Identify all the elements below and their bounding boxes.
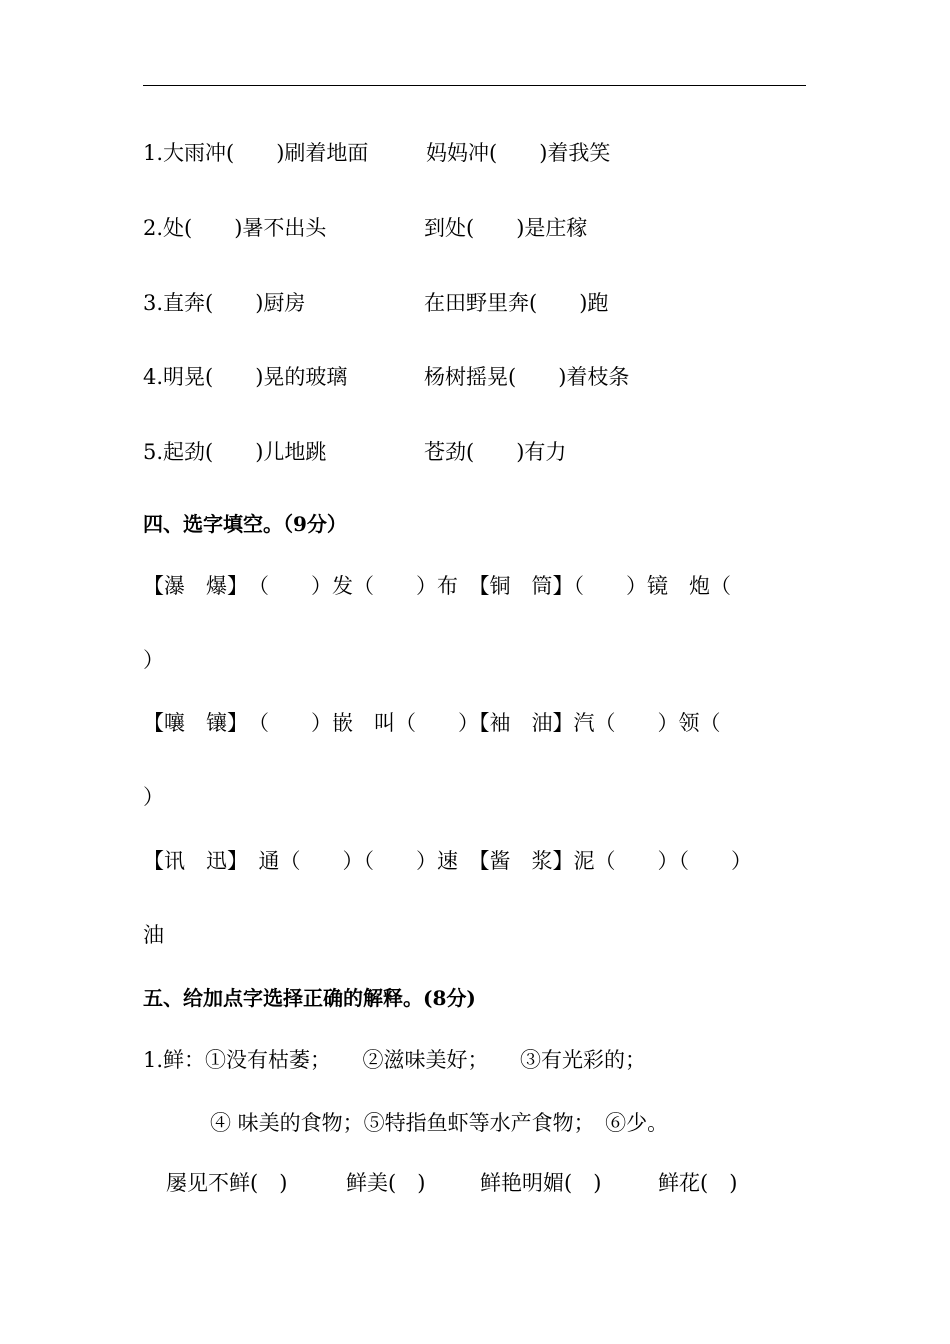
header-rule (143, 85, 806, 86)
item-left: 4.明晃( )晃的玻璃 (143, 365, 348, 389)
fill-row: 油 (143, 923, 164, 947)
definition-line: 1.鲜：①没有枯萎； ②滋味美好； ③有光彩的； (143, 1048, 647, 1072)
item-right: 妈妈冲( )着我笑 (426, 141, 611, 165)
fill-row: 【讯 迅】 通（ ）（ ）速 【酱 浆】泥（ ）（ ） (143, 849, 752, 873)
item-left: 3.直奔( )厨房 (143, 291, 306, 315)
fill-row: 【嚷 镶】 （ ）嵌 叫（ ）【袖 油】汽（ ）领（ (143, 711, 721, 735)
word-options (166, 1168, 806, 1318)
item-left: 5.起劲( )儿地跳 (143, 440, 327, 464)
item-left: 2.处( )暑不出头 (143, 216, 327, 240)
item-right: 到处( )是庄稼 (424, 216, 588, 240)
section-heading: 五、给加点字选择正确的解释。(8分) (143, 986, 476, 1010)
word-option: 鲜艳明媚( ) (480, 1171, 602, 1195)
item-right: 在田野里奔( )跑 (424, 291, 609, 315)
definition-line: ④ 味美的食物；⑤特指鱼虾等水产食物； ⑥少。 (210, 1111, 669, 1135)
fill-row: ） (143, 785, 164, 809)
item-right: 苍劲( )有力 (424, 440, 567, 464)
item-right: 杨树摇晃( )着枝条 (424, 365, 630, 389)
item-left: 1.大雨冲( )刷着地面 (143, 141, 369, 165)
word-option: 鲜花( ) (658, 1171, 738, 1195)
section-heading: 四、选字填空。（9分） (143, 512, 347, 536)
word-option: 鲜美( ) (346, 1171, 426, 1195)
word-option: 屡见不鲜( ) (166, 1171, 288, 1195)
fill-row: ） (143, 648, 164, 672)
fill-row: 【瀑 爆】 （ ）发（ ）布 【铜 筒】（ ）镜 炮（ (143, 574, 731, 598)
